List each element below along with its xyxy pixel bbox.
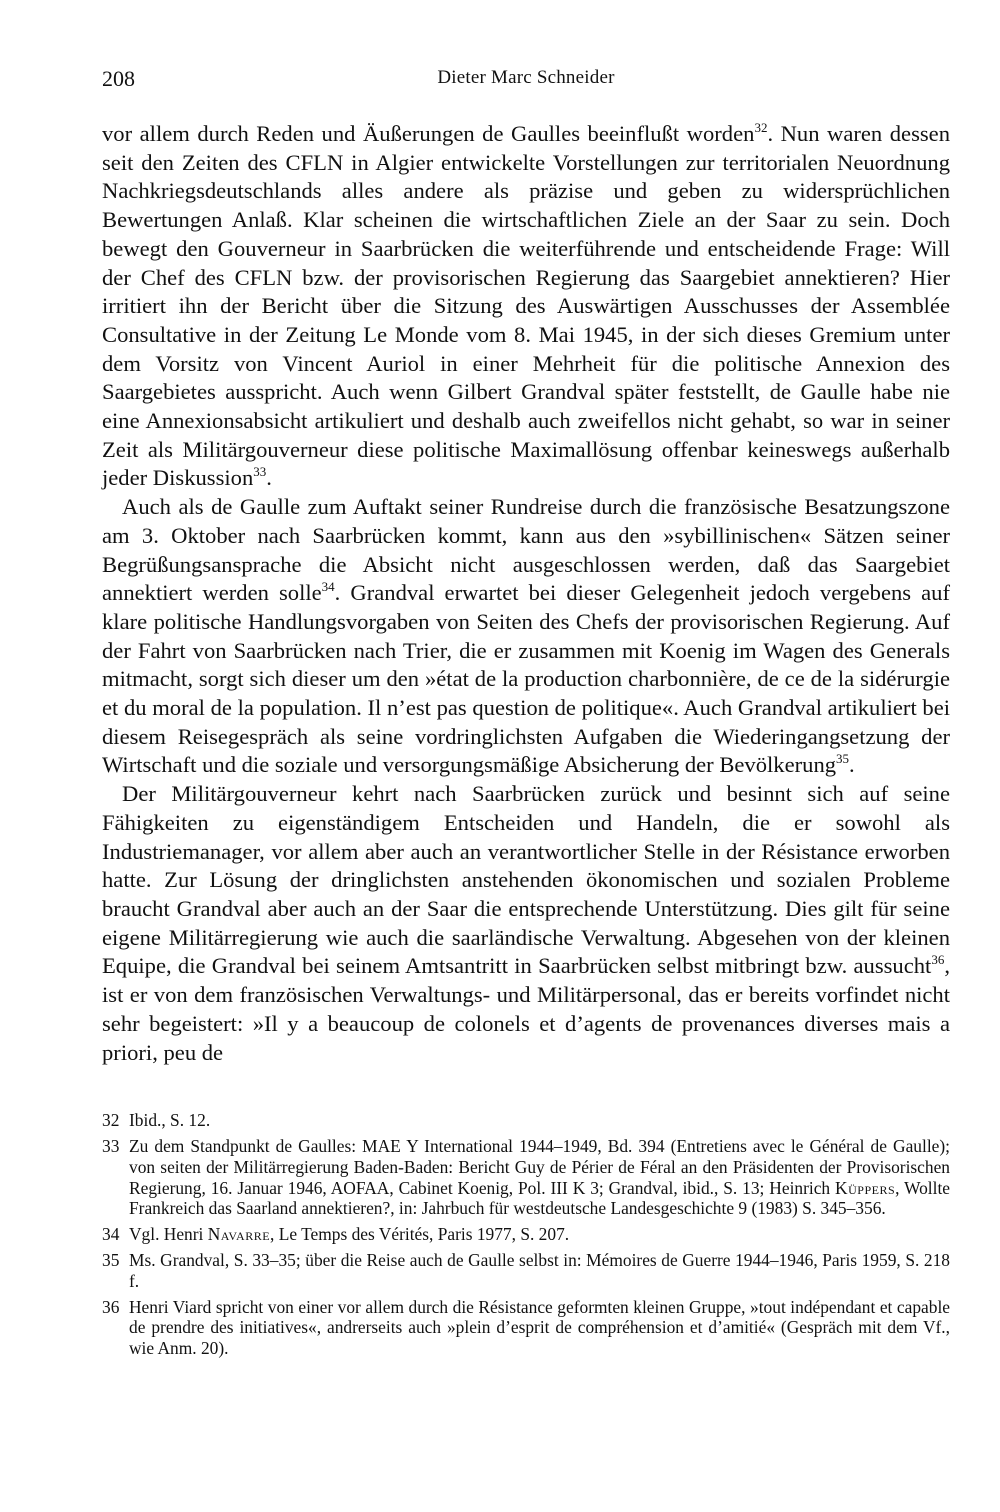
footnote-number: 36 <box>102 1296 120 1317</box>
page-number: 208 <box>102 66 135 91</box>
footnote <box>102 1250 950 1292</box>
text-segment: , ist er von dem französischen Verwaltungs- und Militärpersonal, das er bereits vorfindet nicht sehr begeistert: »Il y a beaucoup de colonels et d’agents de provenances diverses mais a priori, peu de <box>102 953 950 1065</box>
footnote-text <box>129 1136 950 1219</box>
text-segment: Auch als de Gaulle zum Auftakt seiner Rundreise durch die französische Besatzungszone am 3. Oktober nach Saarbrücken kommt, kann aus den »sybillinischen« Sätzen seiner Begrüßungsansprache die Absicht nicht ausgeschlossen werden, daß das Saargebiet annektiert werden solle <box>102 494 950 606</box>
text-segment: , Wollte Frankreich das Saarland annektieren?, in: Jahrbuch für westdeutsche Landesgeschichte 9 (1983) S. 345–356. <box>129 1177 951 1219</box>
text-segment: . <box>266 465 272 491</box>
paragraph <box>102 780 950 1067</box>
footnote-reference: 35 <box>836 751 850 767</box>
footnote-text <box>129 1297 950 1359</box>
book-page <box>102 66 950 1364</box>
footnote-reference: 32 <box>754 120 768 135</box>
author-header: Dieter Marc Schneider <box>437 67 615 88</box>
author-name-smallcaps: Küppers <box>835 1177 896 1198</box>
text-segment: vor allem durch Reden und Äußerungen de Gaulles beeinflußt worden <box>102 121 755 146</box>
footnote-text <box>129 1110 950 1131</box>
text-segment: Ms. Grandval, S. 33–35; über die Reise auch de Gaulle selbst in: Mémoires de Guerre 1944–1946, Paris 1959, S. 218 f. <box>129 1249 950 1291</box>
footnote-reference: 34 <box>321 579 335 595</box>
footnote-number: 32 <box>102 1110 120 1131</box>
text-segment: . Nun waren dessen seit den Zeiten des CFLN in Algier entwickelte Vorstellungen zur territorialen Neuordnung Nachkriegsdeutschlands alles andere als präzise und geben zu widersprüchlichen Bewertungen Anlaß. Klar scheinen die wirtschaftlichen Ziele an der Saar zu sein. Doch bewegt den Gouverneur in Saarbrücken die weiterführende und entscheidende Frage: Will der Chef des CFLN bzw. der provisorischen Regierung das Saargebiet annektieren? Hier irritiert ihn der Bericht über die Sitzung des Auswärtigen Ausschusses der Assemblée Consultative in der Zeitung Le Monde vom 8. Mai 1945, in der sich dieses Gremium unter dem Vorsitz von Vincent Auriol in einer Mehrheit für die politische Annexion des Saargebietes ausspricht. Auch wenn Gilbert Grandval später feststellt, de Gaulle habe nie eine Annexionsabsicht artikuliert und deshalb auch zweifellos nicht gehabt, so war in seiner Zeit als Militärgouverneur diese politische Maximallösung offenbar keineswegs außerhalb jeder Diskussion <box>102 121 950 491</box>
text-segment: Zu dem Standpunkt de Gaulles: MAE Y International 1944–1949, Bd. 394 (Entretiens avec le Général de Gaulle); von seiten der Militärregierung Baden-Baden: Bericht Guy de Périer de Féral an den Präsidenten der Provisorischen Regierung, 16. Januar 1946, AOFAA, Cabinet Koenig, Pol. III K 3; Grandval, ibid., S. 13; Heinrich <box>129 1136 950 1198</box>
footnote-text <box>129 1250 950 1292</box>
body-text <box>102 120 950 1067</box>
paragraph <box>102 493 950 780</box>
text-segment: Ibid., S. 12. <box>129 1110 211 1131</box>
footnote <box>102 1224 950 1245</box>
footnote-number: 34 <box>102 1224 120 1245</box>
footnote <box>102 1297 950 1359</box>
footnote-number: 33 <box>102 1136 120 1156</box>
footnote-number: 35 <box>102 1249 120 1270</box>
text-segment: Vgl. Henri <box>129 1224 208 1245</box>
running-head <box>102 66 950 106</box>
text-segment: , Le Temps des Vérités, Paris 1977, S. 207. <box>270 1224 570 1245</box>
footnote-reference: 33 <box>253 464 267 480</box>
text-segment: . <box>849 752 855 778</box>
text-segment: Henri Viard spricht von einer vor allem durch die Résistance geformten kleinen Gruppe, »tout indépendant et capable de prendre des initiatives«, andrerseits auch »plein d’esprit de compréhension et d’amitié« (Gespräch mit dem Vf., wie Anm. 20). <box>129 1296 950 1359</box>
footnote-reference: 36 <box>931 952 945 968</box>
footnote <box>102 1136 950 1219</box>
author-name-smallcaps: Navarre <box>207 1224 271 1245</box>
text-segment: . Grandval erwartet bei dieser Gelegenheit jedoch vergebens auf klare politische Handlungsvorgaben von Seiten des Chefs der provisorischen Regierung. Auf der Fahrt von Saarbrücken nach Trier, die er zusammen mit Koenig im Wagen des Generals mitmacht, sorgt sich dieser um den »état de la production charbonnière, de ce de la sidérurgie et du moral de la population. Il n’est pas question de politique«. Auch Grandval artikuliert bei diesem Reisegespräch als seine vordringlichsten Aufgaben die Wiederingangsetzung der Wirtschaft und die soziale und versorgungsmäßige Absicherung der Bevölkerung <box>102 580 951 778</box>
paragraph <box>102 120 950 493</box>
text-segment: Der Militärgouverneur kehrt nach Saarbrücken zurück und besinnt sich auf seine Fähigkeiten zu eigenständigem Entscheiden und Handeln, die er sowohl als Industriemanager, vor allem aber auch an verantwortlicher Stelle in der Résistance erworben hatte. Zur Lösung der dringlichsten anstehenden ökonomischen und sozialen Probleme braucht Grandval aber auch an der Saar die entsprechende Unterstützung. Dies gilt für seine eigene Militärregierung wie auch die saarländische Verwaltung. Abgesehen von der kleinen Equipe, die Grandval bei seinem Amtsantritt in Saarbrücken selbst mitbringt bzw. aussucht <box>102 781 950 979</box>
footnote-text <box>129 1224 950 1245</box>
footnotes <box>102 1110 950 1359</box>
footnote <box>102 1110 950 1131</box>
